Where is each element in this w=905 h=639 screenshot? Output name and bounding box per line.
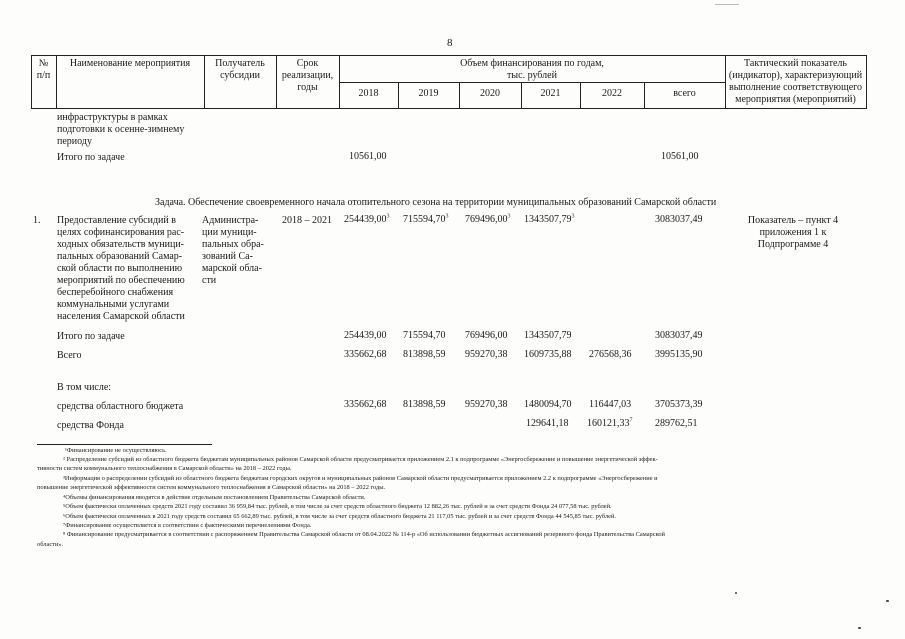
footnote-5: ⁵Объем фактически оплаченных средств 2021 году составил 36 959,84 тыс. рублей, в том числе за счет средств областного бюджета 12 882,26 тыс. рублей и за счет средств Фонда 24 077,58 тыс. рублей. — [63, 503, 612, 510]
header-indicator: Тактический показатель (индикатор), характеризующий выполнение соответствующего мероприятия (мероприятий) — [728, 58, 863, 105]
header-year-2019: 2019 — [418, 88, 439, 99]
itogo-label-1: Итого по задаче — [57, 152, 125, 163]
row1-2021: 1343507,79$^3$ — [524, 213, 575, 225]
header-term: Срок реализации, годы — [281, 58, 334, 93]
vtom-label: В том числе: — [57, 382, 112, 393]
footnote-8-cont: области». — [37, 541, 64, 548]
vsego-2020: 959270,38 — [465, 349, 508, 360]
footnote-2: ² Распределение субсидий из областного бюджета бюджетам муниципальных районов Самарской области предусматривается приложением 2.1 к подпрограмме «Энергосбережение и повышение энергетической эффек- — [63, 456, 658, 463]
row1-num: 1. — [33, 215, 41, 226]
row1-2020: 769496,00$^3$ — [465, 213, 511, 225]
row1-total: 3083037,49 — [655, 214, 703, 225]
oblast-2019: 813898,59 — [403, 399, 446, 410]
header-year-2020: 2020 — [480, 88, 500, 99]
footnote-separator — [37, 444, 212, 445]
continued-name: инфраструктуры в рамках подготовки к осенне-зимнему периоду — [57, 112, 185, 147]
vsego-2018: 335662,68 — [344, 349, 387, 360]
header-year-2018: 2018 — [358, 88, 379, 99]
fond-2022: 160121,33$^7$ — [587, 417, 633, 429]
task-title: Задача. Обеспечение своевременного начала отопительного сезона на территории муниципальных образований Самарской области — [155, 197, 717, 208]
itogo-2018-1: 10561,00 — [349, 151, 387, 162]
header-funding: Объем финансирования по годам, тыс. рублей — [460, 58, 604, 81]
oblast-2020: 959270,38 — [465, 399, 508, 410]
scan-speck — [858, 627, 861, 629]
row1-2018: 254439,00$^3$ — [344, 213, 390, 225]
page-number: 8 — [447, 37, 453, 49]
scan-speck — [886, 600, 889, 602]
itogo2-2019: 715594,70 — [403, 330, 446, 341]
oblast-label: средства областного бюджета — [57, 401, 184, 412]
footnote-7: ⁷Финансирование осуществляется в соответствии с фактическими перечнелениями Фонда. — [63, 522, 312, 529]
fond-2021: 129641,18 — [526, 418, 569, 429]
itogo2-total: 3083037,49 — [655, 330, 703, 341]
itogo-label-2: Итого по задаче — [57, 331, 125, 342]
row1-recipient: Администра- ции муници- пальных обра- зований Са- марской обла- сти — [202, 215, 264, 286]
row1-indicator: Показатель – пункт 4 приложения 1 к Подпрограмме 4 — [747, 215, 839, 250]
scan-speck — [715, 4, 739, 5]
vsego-2021: 1609735,88 — [524, 349, 572, 360]
itogo2-2018: 254439,00 — [344, 330, 387, 341]
oblast-total: 3705373,39 — [655, 399, 703, 410]
header-year-2022: 2022 — [602, 88, 622, 99]
row1-2019: 715594,70$^3$ — [403, 213, 449, 225]
footnote-8: ⁸ Финансирование предусматривается в соответствии с распоряжением Правительства Самарской области от 08.04.2022 № 114-р «Об использовании бюджетных ассигнований резервного фонда Правительства Самарской — [63, 531, 665, 538]
footnote-3-cont: повышение энергетической эффективности систем коммунального теплоснабжения в Самарской области» на 2018 – 2022 годы. — [37, 484, 386, 491]
row1-name: Предоставление субсидий в целях софинансирования рас- ходных обязательств муници- пальных образований Самар- ской области по выполнению мероприятий по обеспечению бесперебойного снабжения коммунальными услугами населения Самарской области — [57, 215, 185, 322]
header-name: Наименование мероприятия — [69, 58, 191, 69]
itogo2-2020: 769496,00 — [465, 330, 508, 341]
footnote-1: ¹Финансирование не осуществляюсь. — [65, 447, 167, 454]
vsego-2019: 813898,59 — [403, 349, 446, 360]
header-num: № п/п — [36, 58, 51, 81]
header-year-2021: 2021 — [540, 88, 561, 99]
header-recipient: Получатель субсидии — [215, 58, 265, 81]
scan-speck — [735, 592, 737, 594]
oblast-2021: 1480094,70 — [524, 399, 572, 410]
vsego-total: 3995135,90 — [655, 349, 703, 360]
row1-term: 2018 – 2021 — [282, 215, 332, 226]
oblast-2018: 335662,68 — [344, 399, 387, 410]
footnote-2-cont: тивности систем коммунального теплоснабжения в Самарской области» на 2018 – 2022 годы. — [37, 465, 292, 472]
itogo2-2021: 1343507,79 — [524, 330, 572, 341]
footnote-6: ⁶Объем фактически оплаченных в 2021 году средств составил 65 662,89 тыс. рублей, в том числе за счет средств областного бюджета 21 117,05 тыс. рублей и за счет средств Фонда 44 545,85 тыс. рублей. — [63, 513, 616, 520]
fond-total: 289762,51 — [655, 418, 698, 429]
footnote-3: ³Информация о распределении субсидий из областного бюджета бюджетам городских округов и муниципальных районов Самарской области предусматривается приложением 2.2 к подпрограмме «Энергосбережение и — [63, 475, 658, 482]
header-year-total: всего — [673, 88, 696, 99]
oblast-2022: 116447,03 — [589, 399, 632, 410]
vsego-label: Всего — [57, 350, 82, 361]
itogo-total-1: 10561,00 — [661, 151, 699, 162]
fond-label: средства Фонда — [57, 420, 124, 431]
footnote-4: ⁴Объемы финансирования вводятся в действие отдельным постановлением Правительства Самарской области. — [63, 494, 366, 501]
vsego-2022: 276568,36 — [589, 349, 632, 360]
